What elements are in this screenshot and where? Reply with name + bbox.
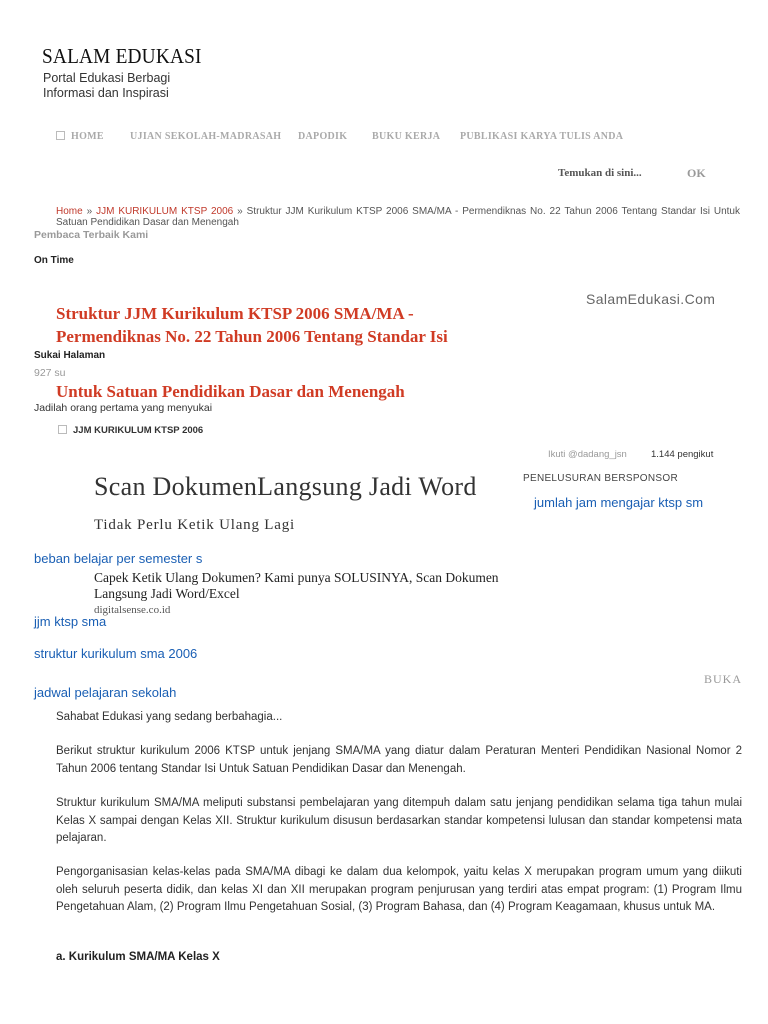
pembaca-heading: Pembaca Terbaik Kami [34,229,149,241]
post-title-line-1: Struktur JJM Kurikulum KTSP 2006 SMA/MA - [56,304,414,323]
article-text: Pengorganisasian kelas-kelas pada SMA/MA dibagi ke dalam dua kelompok, yaitu kelas X merupakan program umum yang diikuti oleh seluruh peserta didik, dan kelas XI dan XII merupakan program penjurusan yang terdiri atas empat program: (1) Program Ilmu Pengetahuan Alam, (2) Program Ilmu Pengetahuan Sosial, (3) Program Bahasa, dan (4) Program Keagamaan, khusus untuk MA. [56,866,742,913]
breadcrumb-current: Struktur JJM Kurikulum KTSP 2006 SMA/MA - Permendiknas No. 22 Tahun 2006 Tentang Standar Isi Untuk Satuan Pendidikan Dasar dan Menengah [56,206,740,228]
on-time-label: On Time [34,255,74,266]
nav-item-ujian[interactable]: UJIAN SEKOLAH-MADRASAH [130,131,282,142]
breadcrumb-category[interactable]: JJM KURIKULUM KTSP 2006 [96,206,234,217]
ad-url[interactable]: digitalsense.co.id [94,604,171,616]
article-text: Struktur kurikulum SMA/MA meliputi substansi pembelajaran yang ditempuh dalam satu jenjang pendidikan selama tiga tahun mulai Kelas X sampai dengan Kelas XII. Struktur kurikulum disusun berdasarkan standar kompetensi lulusan dan standar kompetensi mata pelajaran. [56,797,742,844]
nav-item-home[interactable] [56,131,104,142]
nav-item-home-label: HOME [71,131,104,142]
article-paragraph-2 [56,743,742,778]
sponsored-link-3[interactable]: jjm ktsp sma [34,614,107,629]
sukai-halaman-label: Sukai Halaman [34,350,106,361]
sponsored-search-heading: PENELUSURAN BERSPONSOR [523,473,678,484]
article-paragraph-3 [56,795,742,848]
breadcrumb [56,206,740,228]
article-paragraph-1 [56,709,742,727]
ad-desc-line-1: Capek Ketik Ulang Dokumen? Kami punya SOLUSINYA, Scan Dokumen [94,570,499,585]
ad-subhead: Tidak Perlu Ketik Ulang Lagi [94,517,295,533]
jadilah-text: Jadilah orang pertama yang menyukai [34,402,213,414]
article-text: Berikut struktur kurikulum 2006 KTSP untuk jenjang SMA/MA yang diatur dalam Peraturan Menteri Pendidikan Nasional Nomor 2 Tahun 2006 tentang Standar Isi Untuk Satuan Pendidikan Dasar dan Menengah. [56,745,742,775]
search-input[interactable]: Temukan di sini... [558,167,642,179]
article-paragraph-4 [56,864,742,917]
sponsored-link-2[interactable]: beban belajar per semester s [34,551,203,566]
sponsored-link-4[interactable]: struktur kurikulum sma 2006 [34,646,198,661]
ad-description [94,570,499,602]
site-title[interactable]: SALAM EDUKASI [42,44,202,68]
follower-count: 1.144 pengikut [651,449,714,460]
post-label[interactable] [58,425,203,436]
ad-desc-line-2: Langsung Jadi Word/Excel [94,586,240,601]
post-label-text: JJM KURIKULUM KTSP 2006 [73,425,204,436]
home-icon [56,131,65,140]
ad-headline[interactable]: Scan DokumenLangsung Jadi Word [94,472,477,501]
breadcrumb-separator: » [233,206,247,217]
label-icon [58,425,67,434]
tagline-line-2: Informasi dan Inspirasi [43,86,169,100]
nav-item-dapodik[interactable]: DAPODIK [298,131,348,142]
article-heading-a: a. Kurikulum SMA/MA Kelas X [56,951,220,963]
breadcrumb-separator: » [82,206,97,217]
nav-item-publikasi[interactable]: PUBLIKASI KARYA TULIS ANDA [460,131,624,142]
twitter-follow-link[interactable]: Ikuti @dadang_jsn [548,449,627,460]
breadcrumb-home[interactable]: Home [56,206,83,217]
like-count: 927 su [34,367,66,379]
post-title-line-2: Permendiknas No. 22 Tahun 2006 Tentang Standar Isi [56,327,448,346]
nav-item-buku-kerja[interactable]: BUKU KERJA [372,131,441,142]
site-tagline [43,71,170,101]
article-text: Sahabat Edukasi yang sedang berbahagia... [56,711,283,723]
sponsored-link-1[interactable]: jumlah jam mengajar ktsp sm [534,495,704,510]
search-ok-button[interactable]: OK [687,166,706,180]
ad-open-button[interactable]: BUKA [704,672,743,686]
post-title-line-3: Untuk Satuan Pendidikan Dasar dan Menengah [56,382,405,401]
tagline-line-1: Portal Edukasi Berbagi [43,71,171,85]
sponsored-link-5[interactable]: jadwal pelajaran sekolah [34,685,177,700]
watermark: SalamEdukasi.Com [586,291,716,307]
